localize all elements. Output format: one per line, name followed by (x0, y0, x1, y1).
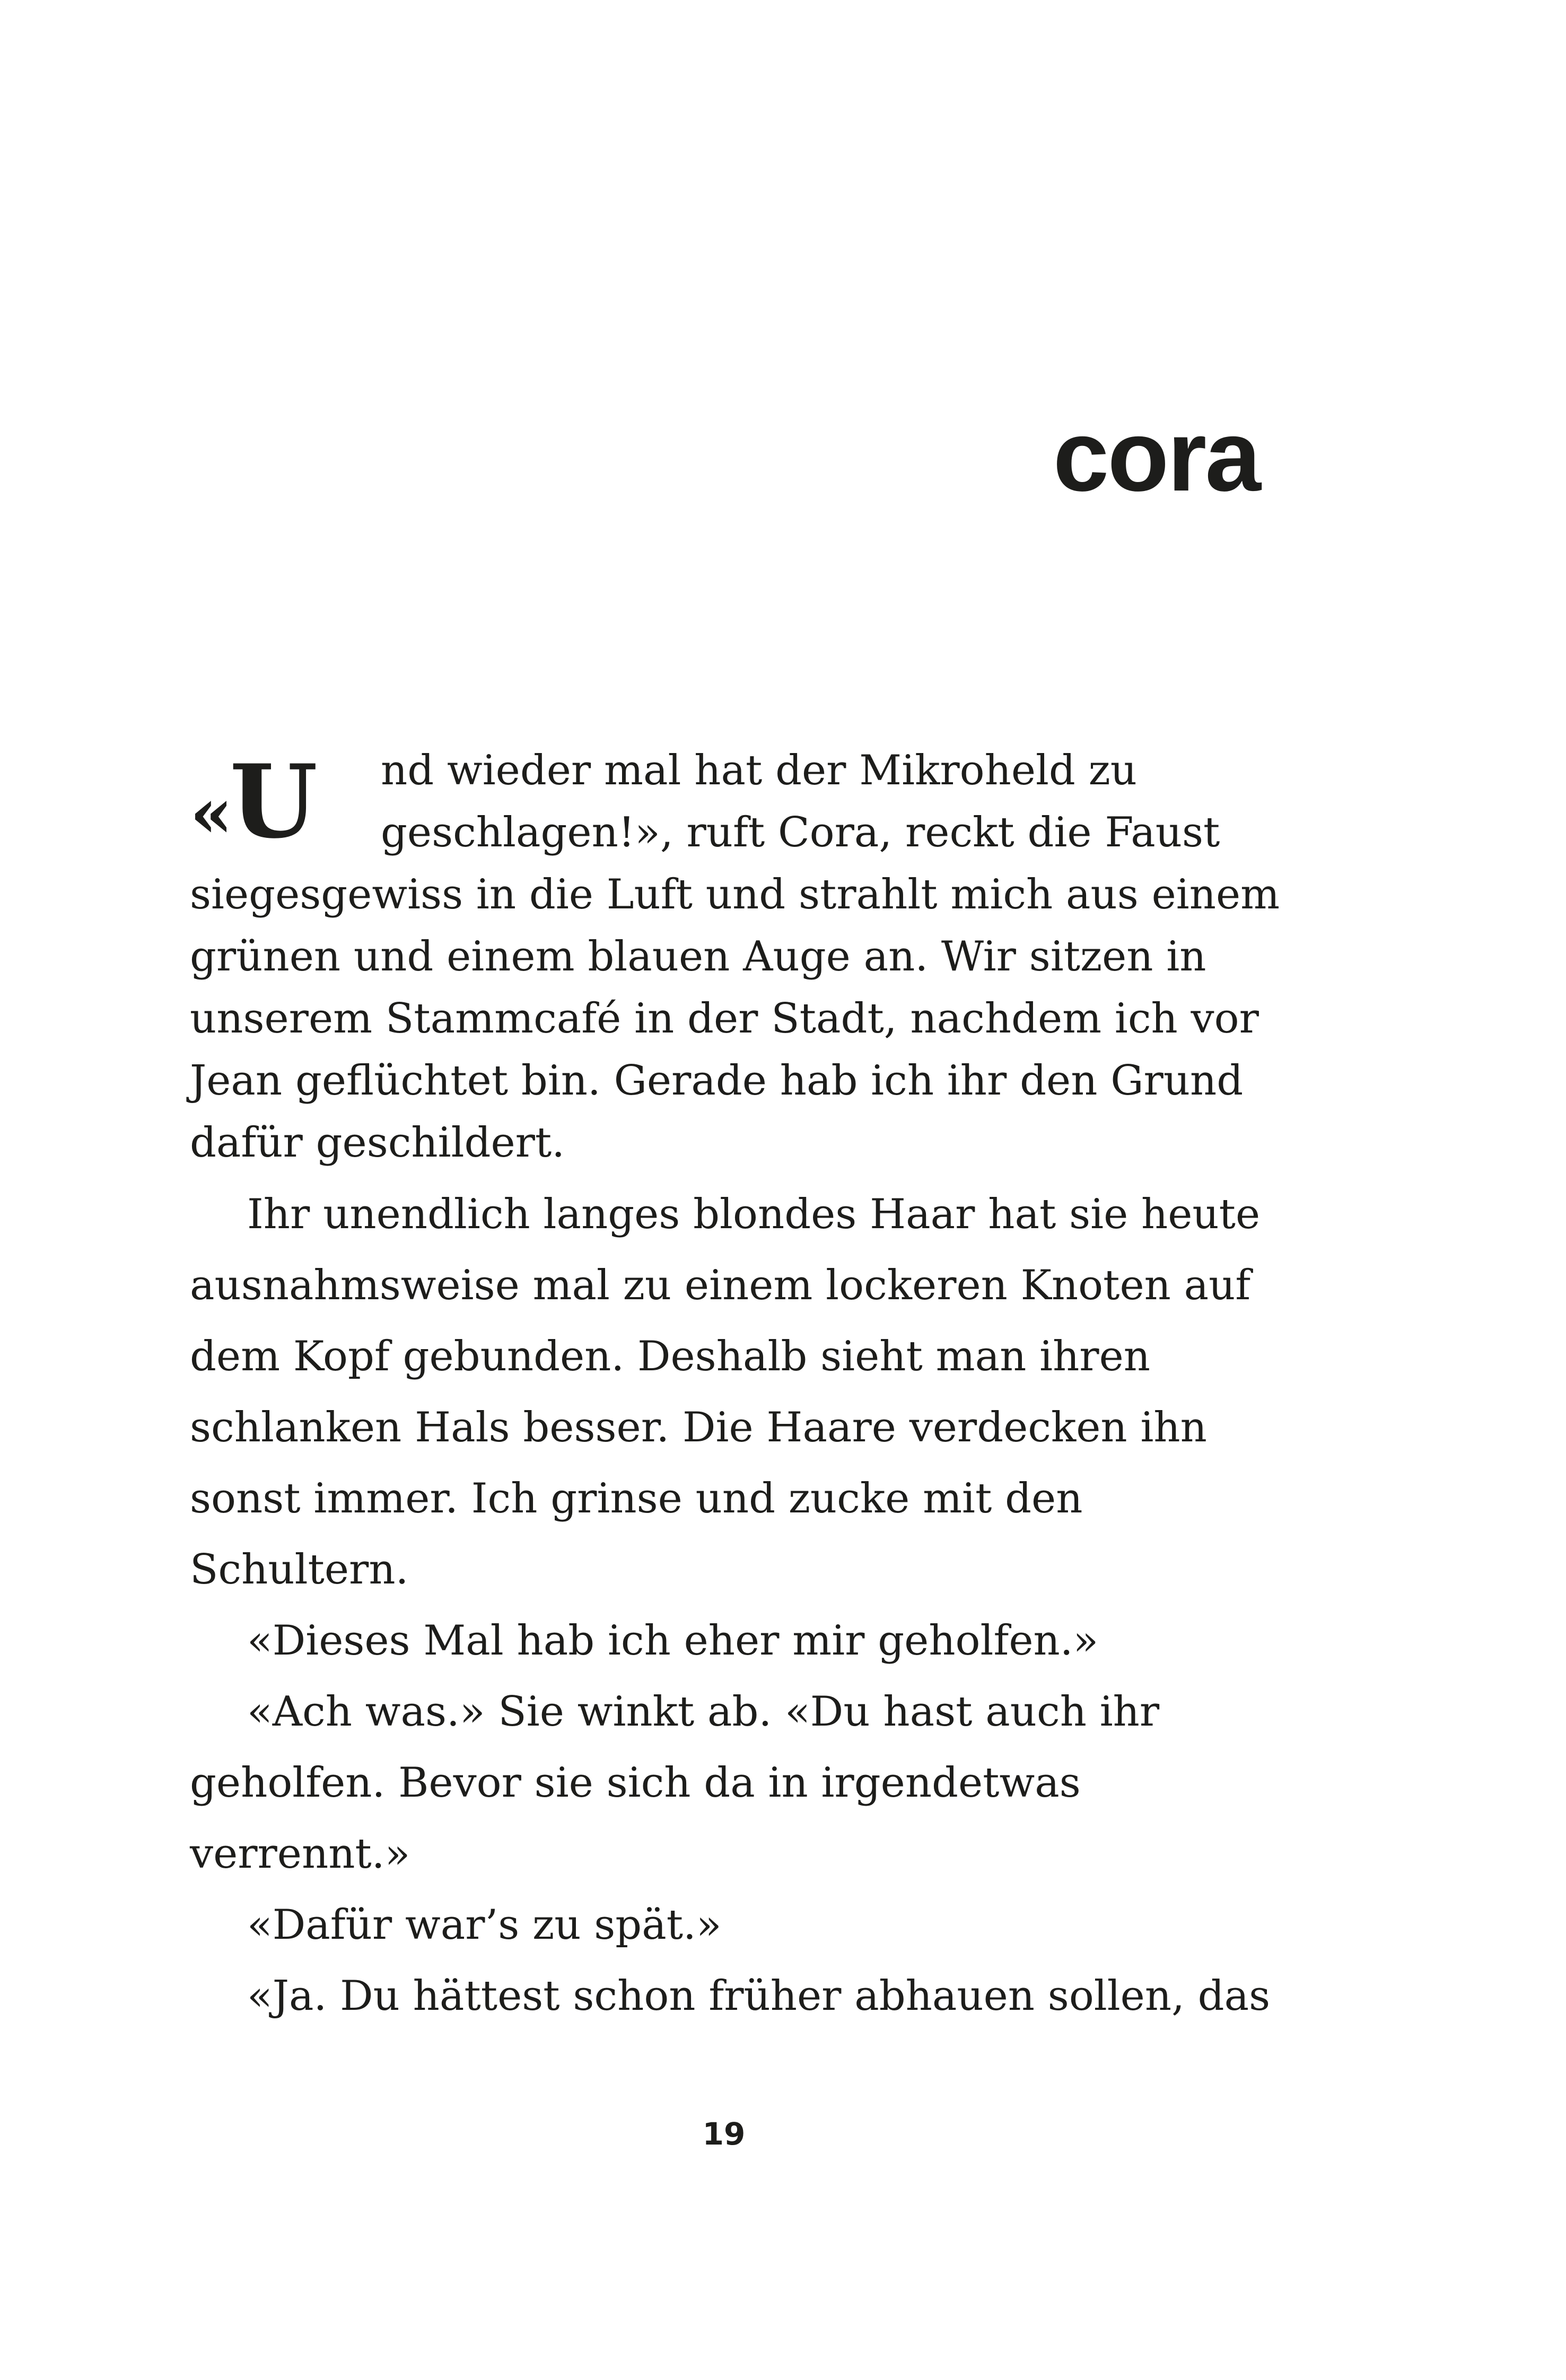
text-line: «Ja. Du hättest schon früher abhauen sollen, das (247, 1972, 1271, 2020)
text-line: grünen und einem blauen Auge an. Wir sitzen in (190, 933, 1206, 981)
text-line: «Dieses Mal hab ich eher mir geholfen.» (247, 1617, 1099, 1665)
text-line: nd wieder mal hat der Mikroheld zu (381, 747, 1137, 794)
text-line: unserem Stammcafé in der Stadt, nachdem ich vor (190, 995, 1259, 1043)
text-line: dafür geschildert. (190, 1119, 565, 1167)
body-text (190, 1179, 1298, 2032)
text-line: geschlagen!», ruft Cora, reckt die Faust (381, 809, 1220, 856)
drop-cap-quote: « (190, 772, 230, 853)
text-line: «Ach was.» Sie winkt ab. «Du hast auch ihr (247, 1688, 1160, 1736)
text-line: geholfen. Bevor sie sich da in irgendetwas (190, 1759, 1081, 1807)
text-line: schlanken Hals besser. Die Haare verdecken ihn (190, 1404, 1207, 1451)
text-line: siegesgewiss in die Luft und strahlt mich aus einem (190, 871, 1280, 918)
text-line: sonst immer. Ich grinse und zucke mit den (190, 1475, 1083, 1522)
text-line: ausnahmsweise mal zu einem lockeren Knoten auf (190, 1262, 1251, 1309)
text-line: «Dafür war’s zu spät.» (247, 1901, 722, 1949)
text-line: dem Kopf gebunden. Deshalb sieht man ihren (190, 1333, 1150, 1380)
text-line: verrennt.» (190, 1830, 410, 1878)
drop-cap (190, 742, 318, 861)
chapter-title: cora (1053, 400, 1259, 512)
text-line: Schultern. (190, 1546, 409, 1594)
text-line: Ihr unendlich langes blondes Haar hat sie heute (247, 1191, 1261, 1238)
text-line: Jean geflüchtet bin. Gerade hab ich ihr den Grund (190, 1057, 1244, 1105)
opening-paragraph (190, 740, 1298, 1174)
drop-cap-letter: U (230, 742, 318, 861)
page-number: 19 (702, 2116, 746, 2152)
